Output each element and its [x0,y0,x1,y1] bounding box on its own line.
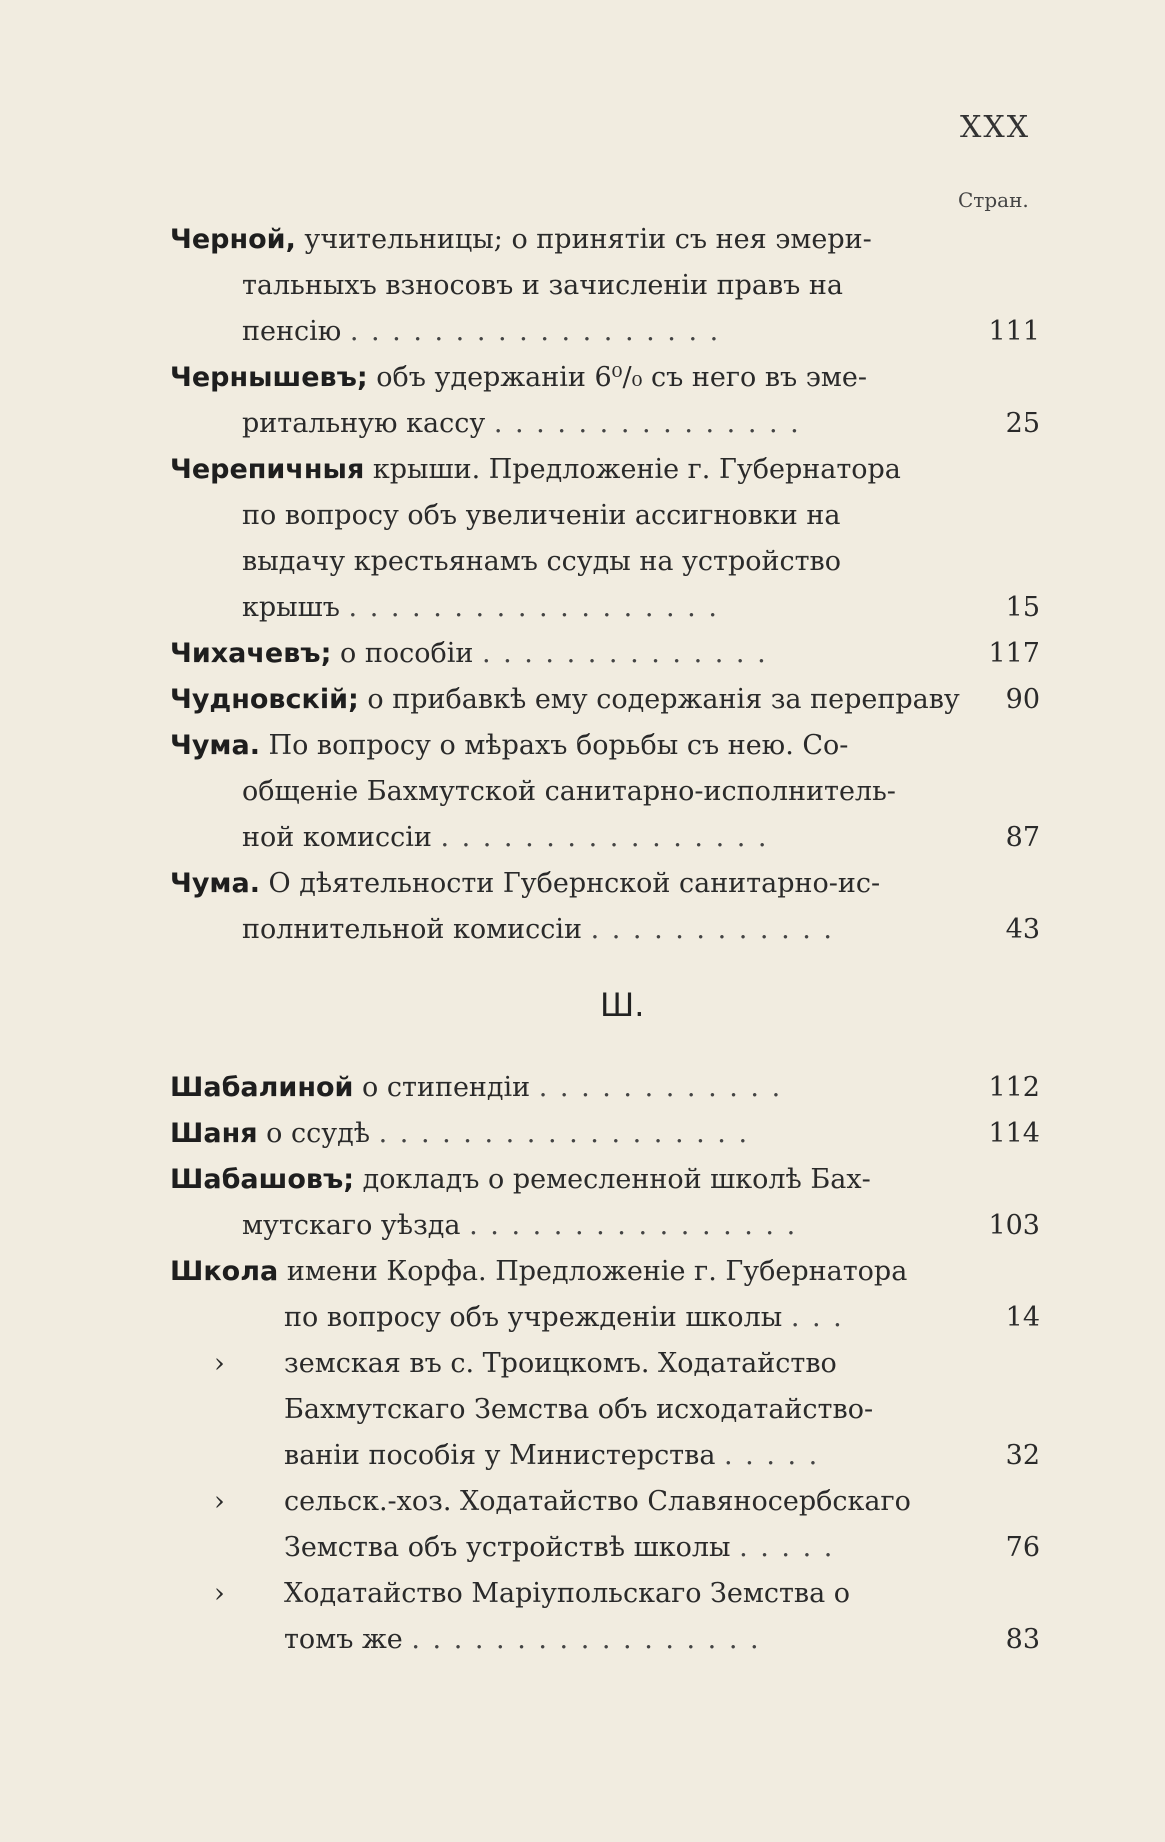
page-ref: 111 [988,316,1040,347]
entry-text: томъ же [284,1624,403,1655]
leader-dots: . . . . . . . . . . . . . . . . . [411,1624,761,1655]
entry-text: по вопросу объ учрежденіи школы [284,1302,783,1333]
index-line [170,1482,1040,1522]
index-line [170,1620,1040,1660]
entry-text: ваніи пособія у Министерства [284,1440,716,1471]
section-letter: Ш. [600,986,645,1024]
page-ref: 112 [988,1072,1040,1103]
entry-heading: Школа [170,1256,279,1287]
entry-text: имени Корфа. Предложеніе г. Губернатора [278,1256,908,1287]
index-line [170,910,1040,950]
page-ref: 90 [1005,684,1040,715]
page-ref: 83 [1005,1624,1040,1655]
page-ref: 114 [988,1118,1040,1149]
leader-dots: . . . . . . . . . . . . . . . . [469,1210,798,1241]
entry-text: мутскаго уѣзда [242,1210,461,1241]
index-line [170,266,1040,306]
index-line [170,404,1040,444]
index-line [170,634,1040,674]
index-line [170,1344,1040,1384]
ditto-mark: › [214,1578,225,1609]
index-line [170,220,1040,260]
leader-dots: . . . . . . . . . . . . . . . . [440,822,769,853]
index-line [170,496,1040,536]
column-header: Стран. [958,188,1029,212]
entry-heading: Чума. [170,868,260,899]
leader-dots: . . . . . [724,1440,820,1471]
entry-text: Земства объ устройствѣ школы [284,1532,731,1563]
entry-heading: Шабалиной [170,1072,354,1103]
entry-heading: Черепичныя [170,454,365,485]
leader-dots: . . . . . [739,1532,835,1563]
page-ref: 14 [1005,1302,1040,1333]
leader-dots: . . . . . . . . . . . . [590,914,834,945]
leader-dots: . . . . . . . . . . . . . . . [493,408,801,439]
index-line [170,1436,1040,1476]
entry-text: о ссудѣ [257,1118,371,1149]
index-line [170,542,1040,582]
entry-heading: Чихачевъ; [170,638,332,669]
entry-text: полнительной комиссіи [242,914,582,945]
entry-text: О дѣятельности Губернской санитарно-ис- [259,868,881,899]
entry-text: о пособіи [331,638,474,669]
entry-heading: Чудновскій; [170,684,359,715]
index-line [170,1298,1040,1338]
index-line [170,864,1040,904]
index-line [170,1160,1040,1200]
entry-text: тальныхъ взносовъ и зачисленіи правъ на [242,270,844,301]
ditto-mark: › [214,1348,225,1379]
index-line [170,1390,1040,1430]
index-line [170,1252,1040,1292]
page-ref: 32 [1005,1440,1040,1471]
page-ref: 76 [1005,1532,1040,1563]
entry-text: сельск.-хоз. Ходатайство Славяносербскаго [284,1486,911,1517]
entry-heading: Черной, [170,224,296,255]
entry-text: крыши. Предложеніе г. Губернатора [364,454,901,485]
entry-text: Ходатайство Маріупольскаго Земства о [284,1578,851,1609]
page-ref: 87 [1005,822,1040,853]
page-ref: 103 [988,1210,1040,1241]
entry-text: ритальную кассу [242,408,486,439]
page-ref: 117 [988,638,1040,669]
ditto-mark: › [214,1486,225,1517]
entry-text: ной комиссіи [242,822,432,853]
index-line [170,726,1040,766]
entry-text: земская въ с. Троицкомъ. Ходатайство [284,1348,837,1379]
entry-text: объ удержаніи 6⁰/₀ съ него въ эме- [367,362,868,393]
leader-dots: . . . . . . . . . . . . [538,1072,783,1103]
index-line [170,772,1040,812]
index-line [170,588,1040,628]
index-line [170,818,1040,858]
index-line [170,680,1040,720]
entry-text: пенсію [242,316,342,347]
entry-text: о стипендіи [353,1072,531,1103]
index-line [170,1206,1040,1246]
index-line [170,312,1040,352]
index-line [170,450,1040,490]
entry-text: Бахмутскаго Земства объ исходатайство- [284,1394,874,1425]
entry-heading: Чума. [170,730,260,761]
entry-text: По вопросу о мѣрахъ борьбы съ нею. Со- [259,730,849,761]
entry-text: докладъ о ремесленной школѣ Бах- [354,1164,871,1195]
entry-text: выдачу крестьянамъ ссуды на устройство [242,546,842,577]
leader-dots: . . . [790,1302,844,1333]
entry-text: крышъ [242,592,340,623]
entry-heading: Чернышевъ; [170,362,368,393]
page-ref: 15 [1005,592,1040,623]
leader-dots: . . . . . . . . . . . . . . . . . . [349,316,721,347]
index-line [170,1528,1040,1568]
index-line [170,1114,1040,1154]
page-number: XXX [960,110,1031,145]
entry-heading: Шаня [170,1118,258,1149]
entry-text: по вопросу объ увеличеніи ассигновки на [242,500,841,531]
leader-dots: . . . . . . . . . . . . . . . . . . [378,1118,750,1149]
entry-heading: Шабашовъ; [170,1164,355,1195]
leader-dots: . . . . . . . . . . . . . . . . . . [348,592,719,623]
entry-text: общеніе Бахмутской санитарно-исполнитель- [242,776,896,807]
page-ref: 43 [1005,914,1040,945]
entry-text: о прибавкѣ ему содержанія за переправу [358,684,960,715]
page-ref: 25 [1005,408,1040,439]
entry-text: учительницы; о принятіи съ нея эмери- [295,224,872,255]
index-line [170,358,1040,398]
index-line [170,1068,1040,1108]
leader-dots: . . . . . . . . . . . . . . [481,638,768,669]
index-line [170,1574,1040,1614]
